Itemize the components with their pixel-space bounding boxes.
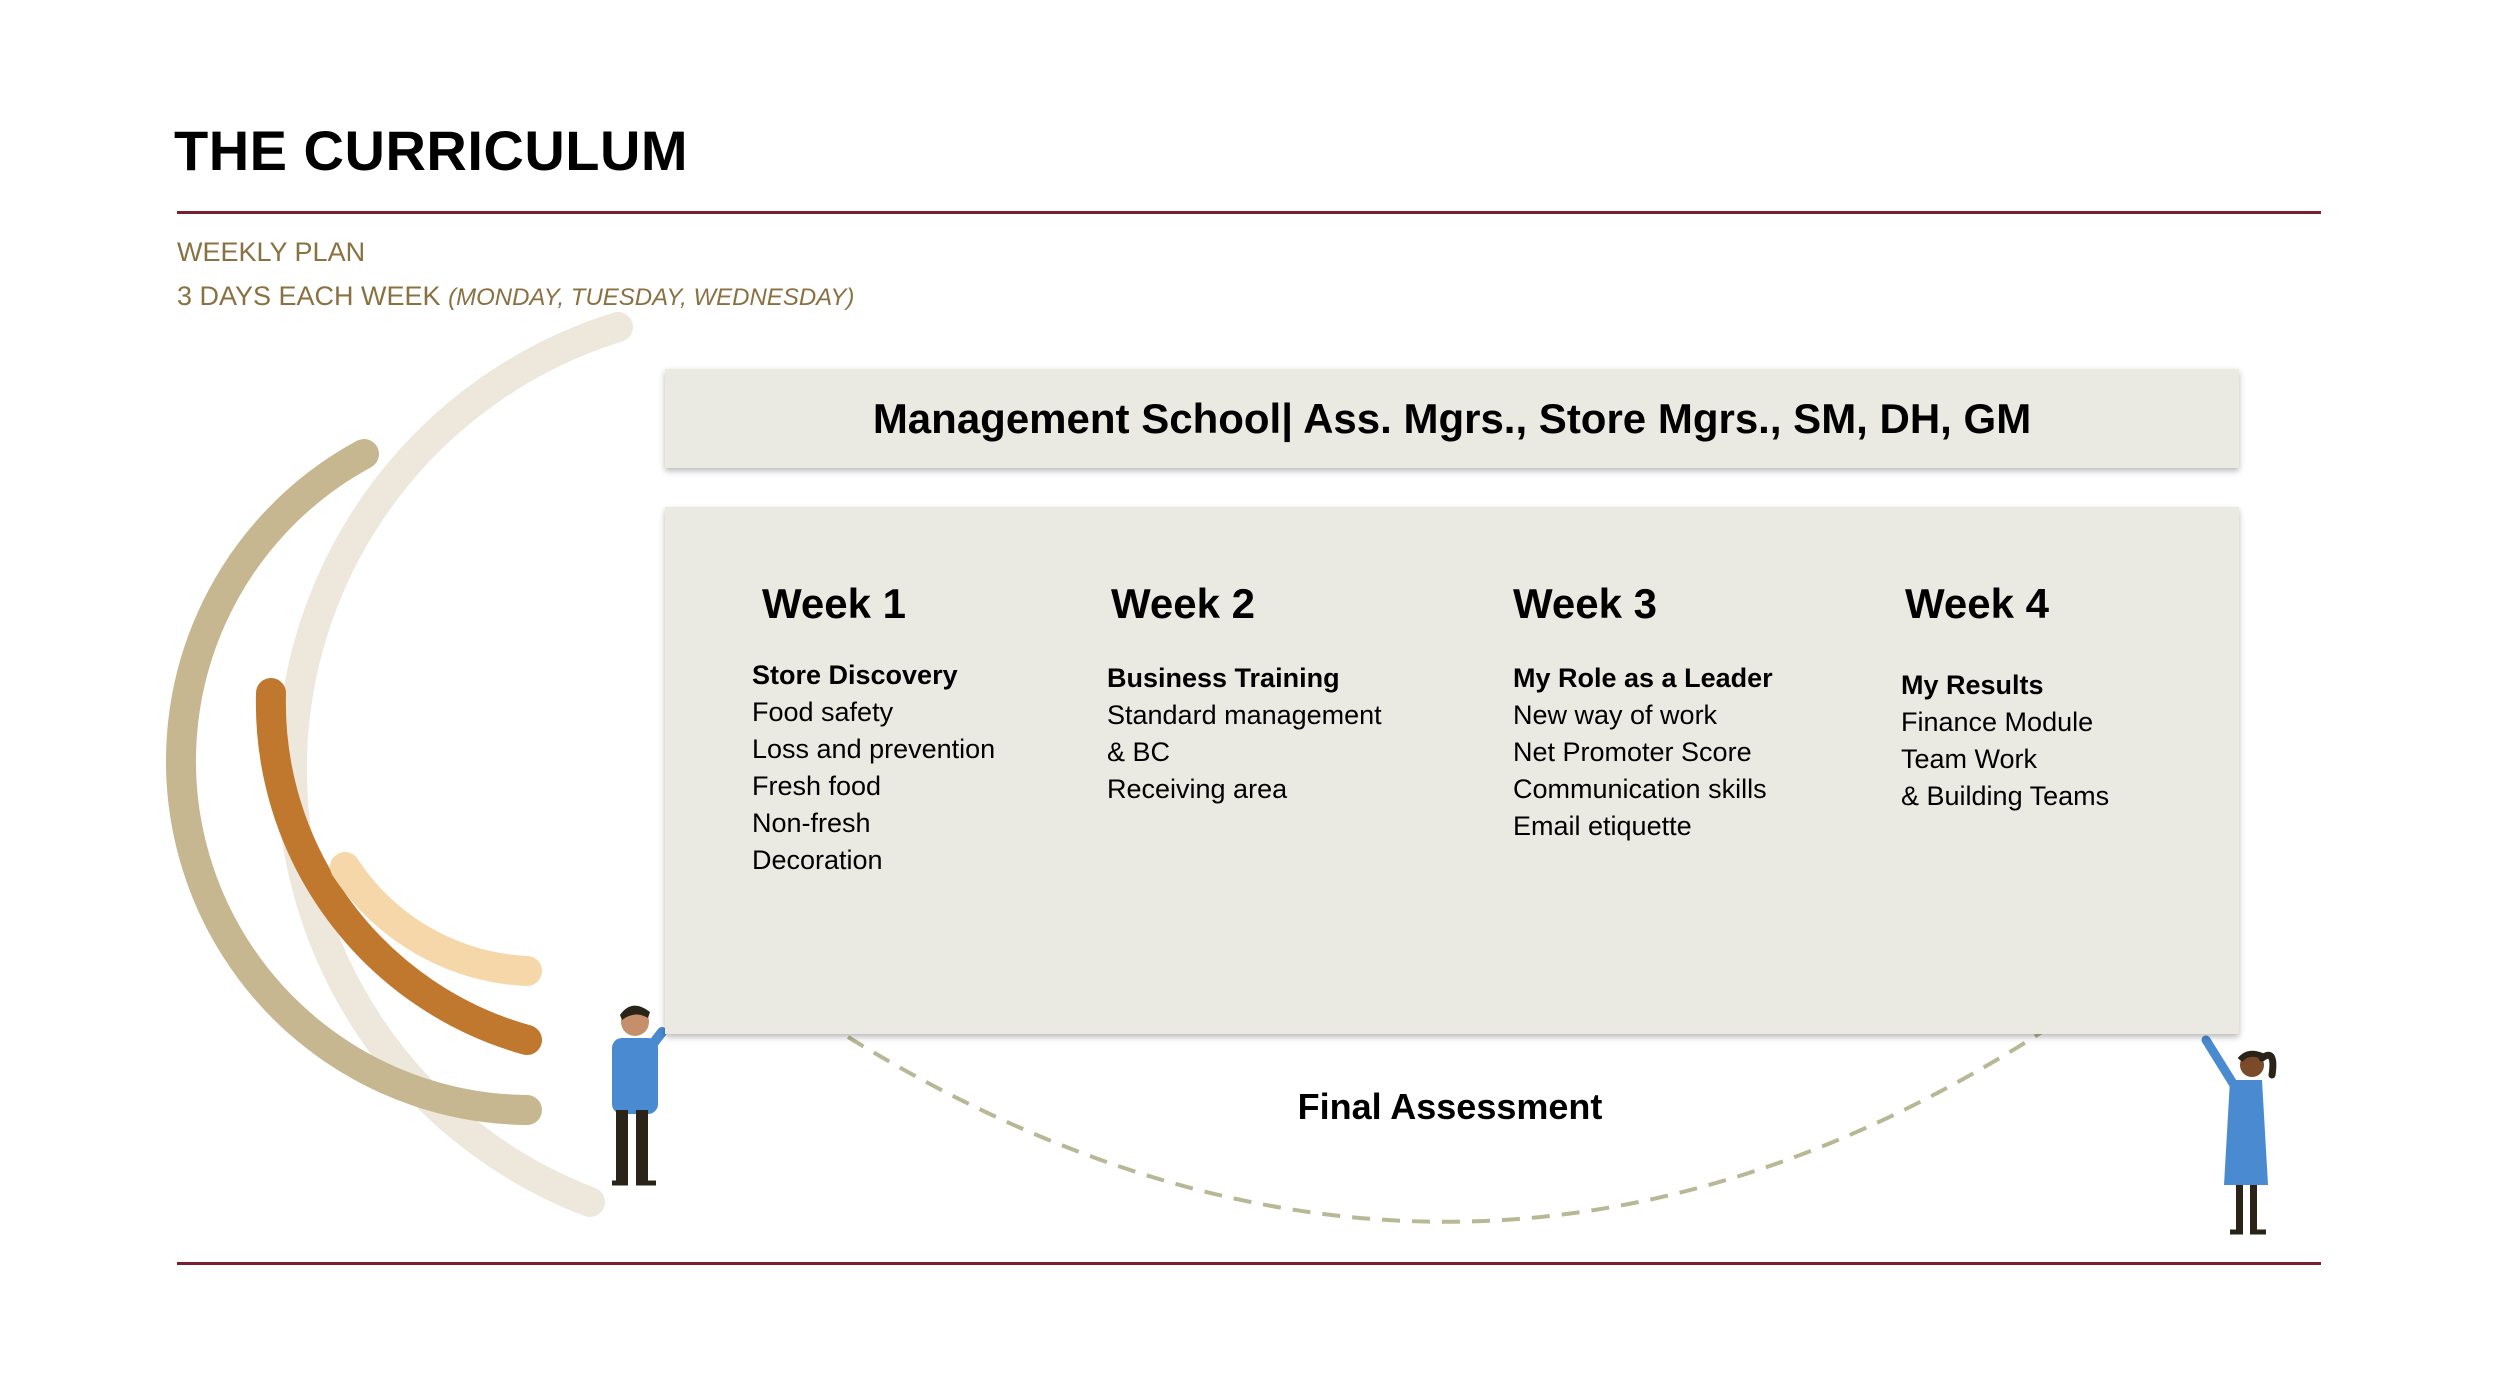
week-1-topic: Decoration [752, 845, 883, 875]
week-4-subject: My Results [1901, 670, 2044, 700]
week-4-topic: Team Work [1901, 744, 2038, 774]
week-3-topic: New way of work [1513, 700, 1718, 730]
third-arc [271, 693, 527, 1040]
weekly-plan-label: WEEKLY PLAN [177, 237, 366, 267]
week-4-topic: Finance Module [1901, 707, 2094, 737]
week-1-topic: Loss and prevention [752, 734, 996, 764]
week-3-topic: Email etiquette [1513, 811, 1692, 841]
weeks-panel [665, 507, 2239, 1034]
schedule-days: (MONDAY, TUESDAY, WEDNESDAY) [448, 284, 855, 311]
week-1-title: Week 1 [762, 580, 906, 627]
week-1-topic: Food safety [752, 697, 894, 727]
week-2-subject: Business Training [1107, 663, 1340, 693]
final-assessment-label: Final Assessment [1297, 1086, 1603, 1127]
week-1-topic: Fresh food [752, 771, 882, 801]
page-title: THE CURRICULUM [174, 119, 689, 182]
week-1-subject: Store Discovery [752, 660, 958, 690]
program-header-panel [665, 369, 2239, 468]
bottom-divider [177, 1262, 2321, 1265]
week-3-title: Week 3 [1513, 580, 1657, 627]
week-4-column [1901, 580, 2110, 815]
week-2-topic: Standard management [1107, 700, 1382, 730]
program-header-text: Management School| Ass. Mgrs., Store Mgrs., SM, DH, GM [872, 394, 2032, 442]
left-person-figure [612, 1006, 662, 1183]
right-person-figure [2206, 1040, 2273, 1232]
week-2-title: Week 2 [1111, 580, 1255, 627]
week-2-topic: Receiving area [1107, 774, 1288, 804]
week-3-topic: Communication skills [1513, 774, 1767, 804]
schedule-main: 3 DAYS EACH WEEK [177, 281, 441, 311]
week-4-title: Week 4 [1905, 580, 2049, 627]
week-1-topic: Non-fresh [752, 808, 871, 838]
week-3-subject: My Role as a Leader [1513, 663, 1773, 693]
week-1-column [752, 580, 996, 879]
week-3-column [1513, 580, 1773, 845]
week-3-topic: Net Promoter Score [1513, 737, 1752, 767]
week-2-topic: & BC [1107, 737, 1171, 767]
week-4-topic: & Building Teams [1901, 781, 2110, 811]
week-2-column [1107, 580, 1382, 808]
